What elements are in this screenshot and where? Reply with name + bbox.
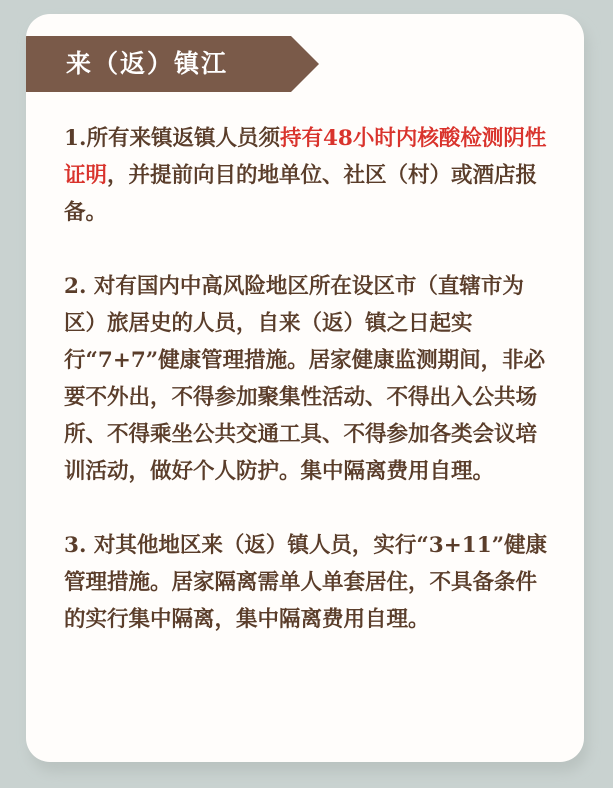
paragraph-1-highlight: 持有48小时内核酸检测阴性证明: [64, 126, 547, 188]
paragraph-1: [64, 120, 554, 231]
notice-card: [26, 14, 584, 762]
paragraph-1-before: 1.所有来镇返镇人员须: [64, 126, 280, 151]
paragraph-1-after: ，并提前向目的地单位、社区（村）或酒店报备。: [64, 163, 538, 225]
paragraph-3: 3. 对其他地区来（返）镇人员，实行“3+11”健康管理措施。居家隔离需单人单套居住，不具备条件的实行集中隔离，集中隔离费用自理。: [64, 533, 548, 632]
paragraph-2: 2. 对有国内中高风险地区所在设区市（直辖市为区）旅居史的人员，自来（返）镇之日起实行“7+7”健康管理措施。居家健康监测期间，非必要不外出，不得参加聚集性活动、不得出入公共场所、不得乘坐公共交通工具、不得参加各类会议培训活动，做好个人防护。集中隔离费用自理。: [64, 274, 546, 484]
notice-content: [64, 120, 554, 675]
section-title: 来（返）镇江: [26, 36, 291, 92]
